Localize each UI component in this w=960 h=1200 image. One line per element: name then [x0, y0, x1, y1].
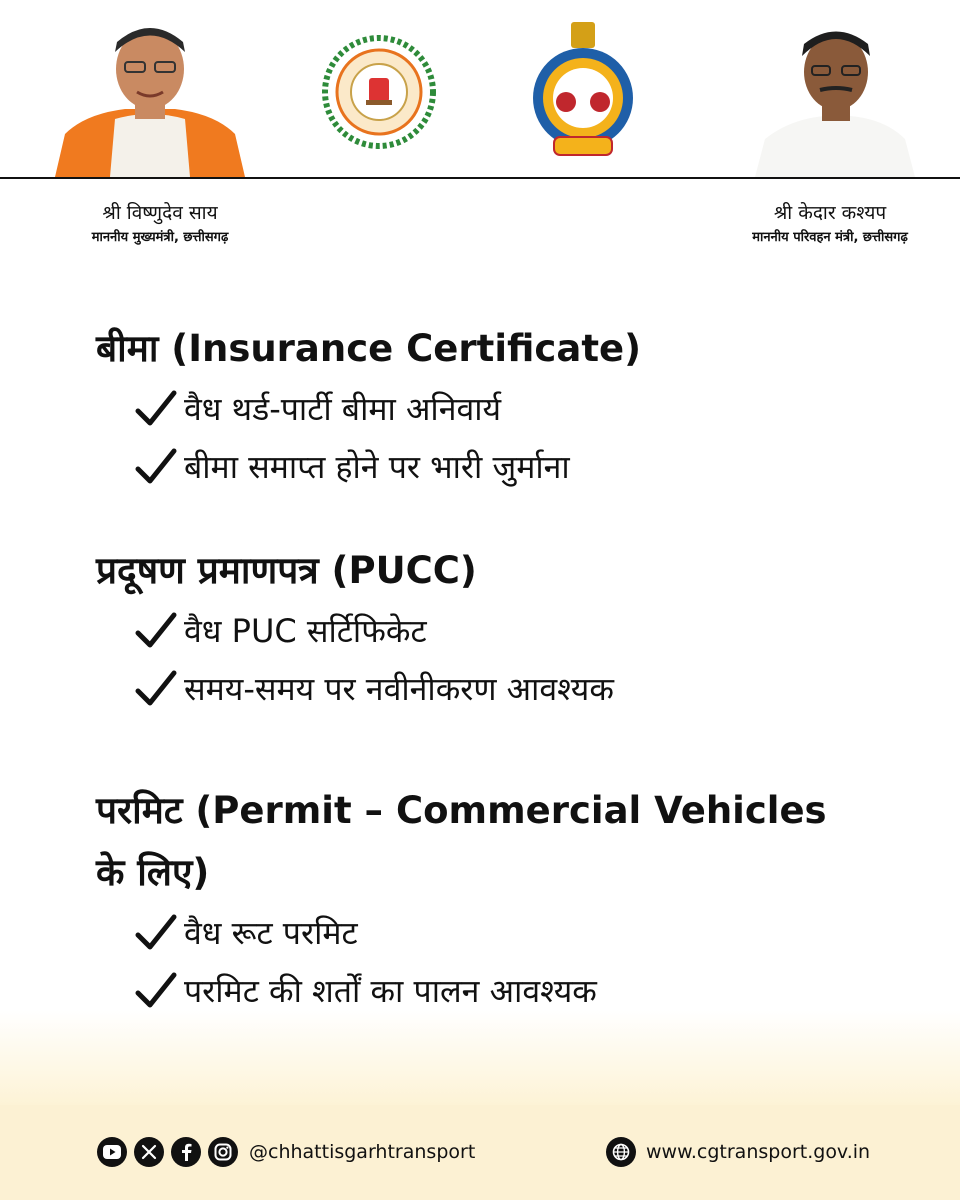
footer-gradient [0, 1010, 960, 1105]
permit-section [96, 780, 827, 1020]
chief-minister-portrait [55, 14, 245, 177]
list-item-text: बीमा समाप्त होने पर भारी जुर्माना [184, 448, 570, 486]
list-item-text: वैध रूट परमिट [184, 914, 358, 952]
chief-minister-name: श्री विष्णुदेव साय [102, 202, 218, 224]
social-handle[interactable]: @chhattisgarhtransport [249, 1141, 476, 1163]
header [0, 0, 960, 260]
pucc-heading: प्रदूषण प्रमाणपत्र (PUCC) [96, 549, 477, 592]
list-item-text: परमिट की शर्तों का पालन आवश्यक [184, 972, 597, 1010]
cg-government-emblem [322, 22, 436, 162]
checkmark-icon [134, 389, 178, 429]
checkmark-icon [134, 971, 178, 1011]
chief-minister-caption [40, 200, 280, 248]
list-item [96, 602, 614, 660]
globe-icon [606, 1137, 636, 1167]
insurance-heading: बीमा (Insurance Certificate) [96, 327, 642, 370]
list-item-text: वैध थर्ड-पार्टी बीमा अनिवार्य [184, 390, 502, 428]
list-item [96, 660, 614, 718]
list-item [96, 438, 641, 496]
cg-transport-emblem [526, 22, 640, 162]
website-link[interactable] [606, 1137, 870, 1167]
instagram-icon[interactable] [208, 1137, 238, 1167]
permit-heading-line2: के लिए) [96, 851, 210, 894]
list-item-text: वैध PUC सर्टिफिकेट [184, 612, 427, 650]
pucc-section [96, 540, 614, 718]
list-item-text: समय-समय पर नवीनीकरण आवश्यक [184, 670, 614, 708]
facebook-icon[interactable] [171, 1137, 201, 1167]
checkmark-icon [134, 913, 178, 953]
checkmark-icon [134, 447, 178, 487]
list-item [96, 904, 827, 962]
transport-minister-role: माननीय परिवहन मंत्री, छत्तीसगढ़ [752, 230, 908, 245]
permit-heading-line1: परमिट (Permit – Commercial Vehicles [96, 789, 827, 832]
chief-minister-role: माननीय मुख्यमंत्री, छत्तीसगढ़ [91, 230, 229, 245]
youtube-icon[interactable] [97, 1137, 127, 1167]
checkmark-icon [134, 669, 178, 709]
transport-minister-name: श्री केदार कश्यप [773, 202, 887, 224]
header-divider [0, 177, 960, 179]
transport-minister-caption [710, 200, 950, 248]
checkmark-icon [134, 611, 178, 651]
website-url[interactable]: www.cgtransport.gov.in [646, 1141, 871, 1163]
transport-minister-portrait [740, 14, 930, 177]
list-item [96, 380, 641, 438]
insurance-section [96, 318, 641, 496]
social-links [97, 1137, 475, 1167]
x-icon[interactable] [134, 1137, 164, 1167]
